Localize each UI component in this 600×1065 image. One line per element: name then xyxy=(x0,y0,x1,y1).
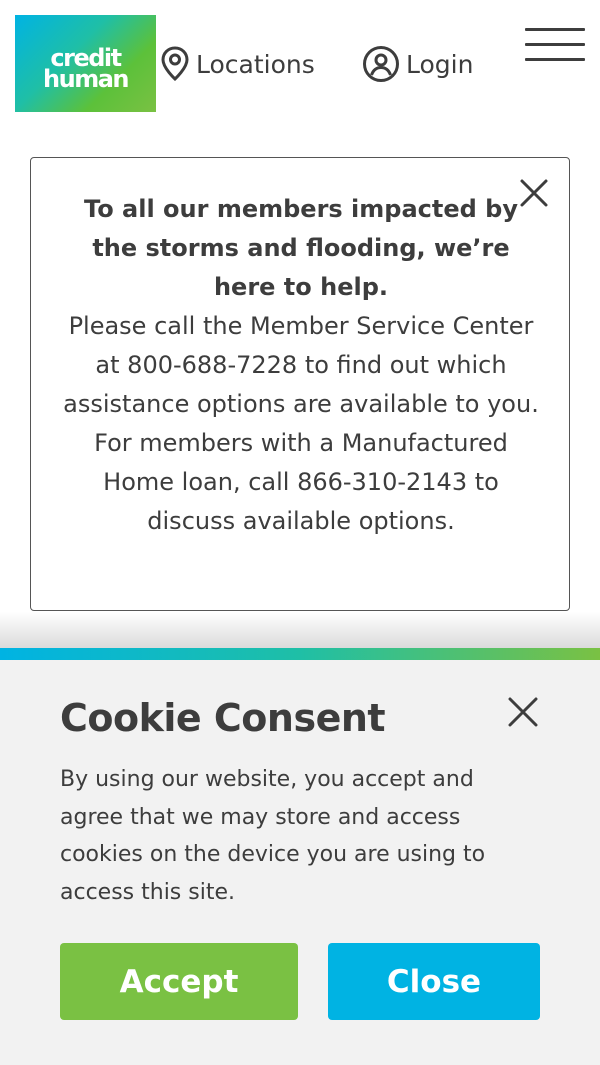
cookie-consent-panel xyxy=(0,648,600,1065)
alert-heading: To all our members impacted by the storms and flooding, we’re here to help. xyxy=(84,195,518,301)
map-pin-icon xyxy=(160,46,190,82)
alert-message xyxy=(61,190,541,541)
locations-label: Locations xyxy=(196,49,315,79)
login-link[interactable] xyxy=(362,44,473,84)
cookie-title: Cookie Consent xyxy=(60,696,386,740)
alert-body: Please call the Member Service Center at 800-688-7228 to find out which assistance options are available to you. For members with a Manufactured Home loan, call 866-310-2143 to discuss available options. xyxy=(63,312,539,535)
logo-line-2: human xyxy=(43,65,128,93)
close-button[interactable]: Close xyxy=(328,943,540,1020)
gradient-bar xyxy=(0,648,600,660)
overlay-shadow xyxy=(0,612,600,648)
hamburger-menu-icon[interactable] xyxy=(525,28,585,64)
credit-human-logo[interactable] xyxy=(15,15,156,112)
locations-link[interactable] xyxy=(160,44,315,84)
storm-alert-box xyxy=(30,157,570,611)
close-icon[interactable] xyxy=(505,694,541,730)
user-circle-icon xyxy=(362,45,400,83)
logo-line-1: credit xyxy=(50,44,121,72)
cookie-text: By using our website, you accept and agree that we may store and access cookies on the device you are using to access this site. xyxy=(60,767,486,905)
site-header xyxy=(0,0,600,130)
login-label: Login xyxy=(406,49,474,79)
accept-button[interactable]: Accept xyxy=(60,943,298,1020)
